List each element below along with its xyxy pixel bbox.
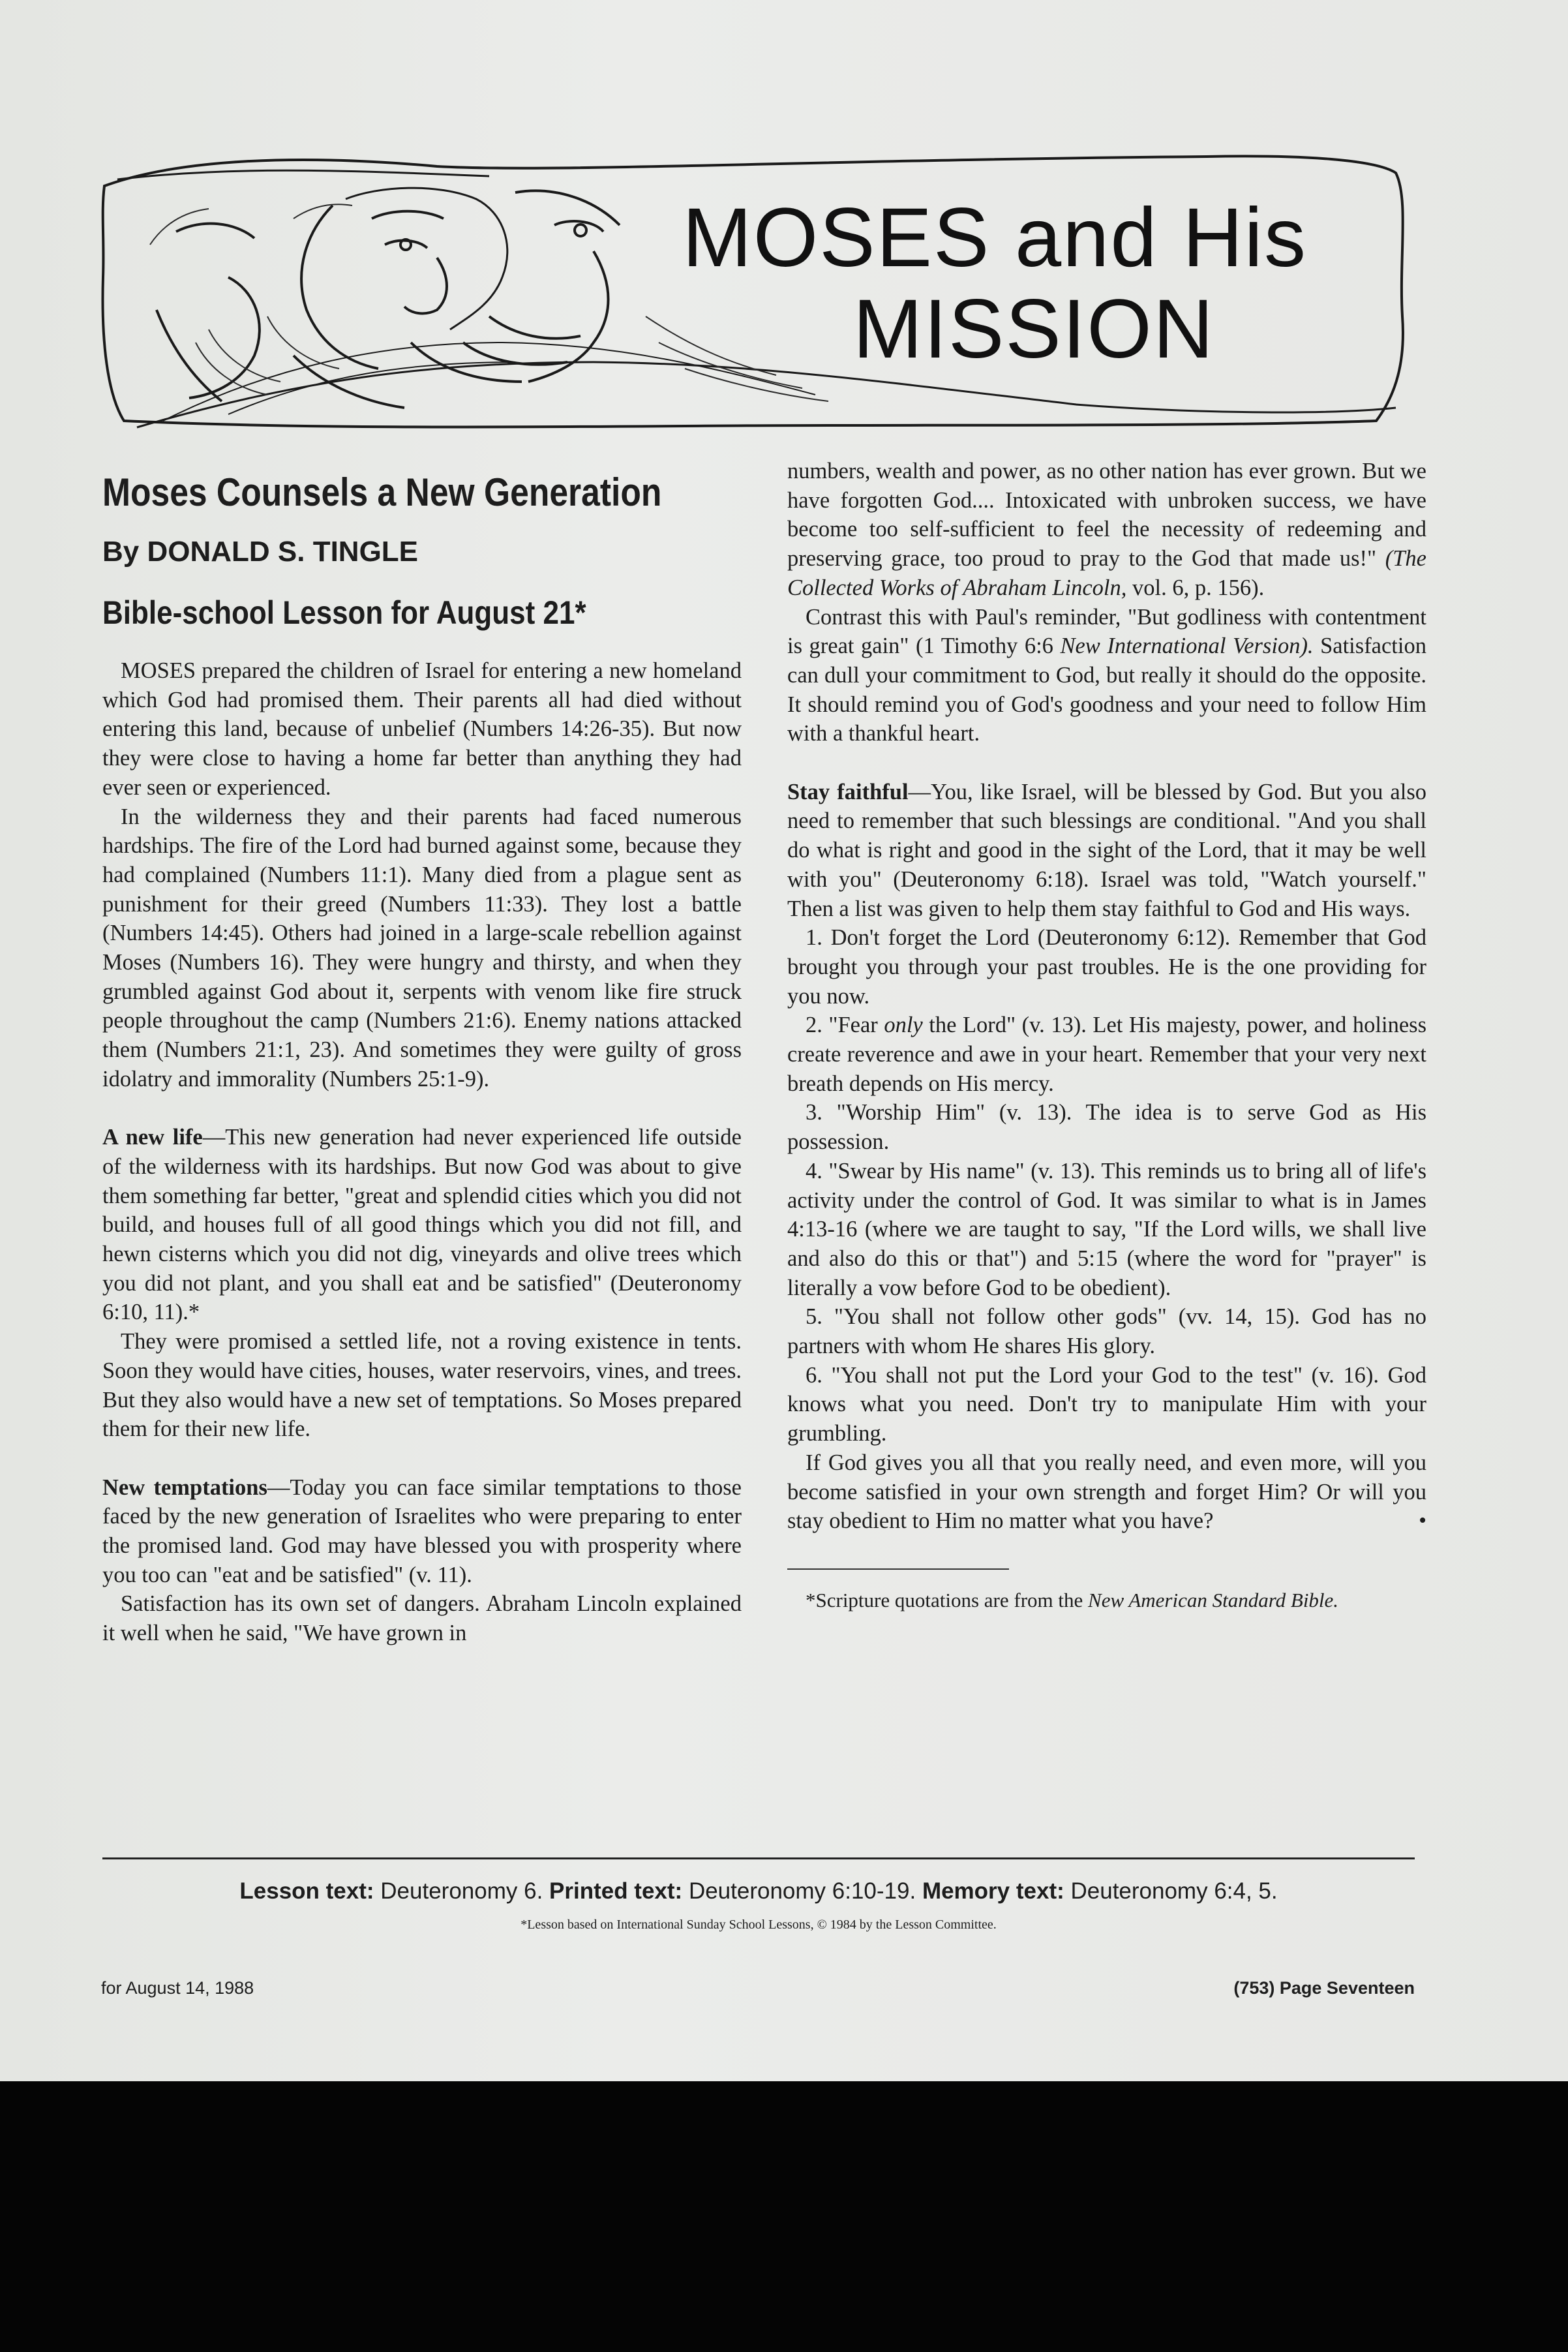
title-banner: [98, 147, 1415, 434]
paragraph: MOSES prepared the children of Israel for entering a new homeland which God had promised them. Their parents all had died without entering this land, because of unbelief (Numbers 14:26-35). But now they were close to having a home far better than anything they had ever seen or experienced.: [102, 658, 742, 800]
footer-rule: [102, 1857, 1415, 1859]
left-column: [102, 457, 742, 1648]
list-item: 3. "Worship Him" (v. 13). The idea is to serve God as His possession.: [787, 1100, 1426, 1155]
banner-title-line2: MISSION: [852, 283, 1215, 376]
paragraph: Contrast this with Paul's reminder, "But godliness with contentment is great gain" (1 Timothy 6:6 New International Version). Satisfaction can dull your commitment to God, but really it should do the opposite. It should remind you of God's goodness and your need to follow Him with a thankful heart.: [787, 604, 1426, 746]
paragraph: They were promised a settled life, not a roving existence in tents. Soon they would have cities, houses, water reservoirs, vines, and trees. But they also would have a new set of temptations. So Moses prepared them for their new life.: [102, 1329, 742, 1442]
lesson-credit: *Lesson based on International Sunday School Lessons, © 1984 by the Lesson Committee.: [520, 1917, 997, 1932]
lesson-references: Lesson text: Deuteronomy 6. Printed text: Deuteronomy 6:10-19. Memory text: Deuteronomy 6:4, 5.: [239, 1878, 1278, 1904]
paragraph-stay-faithful: Stay faithful—You, like Israel, will be blessed by God. But you also need to remember that such blessings are conditional. "And you shall do what is right and good in the sight of the Lord, that it may be well with you" (Deuteronomy 6:18). Israel was told, "Watch yourself." Then a list was given to help them stay faithful to God and His ways.: [787, 779, 1426, 921]
list-item: 1. Don't forget the Lord (Deuteronomy 6:12). Remember that God brought you through your past troubles. He is the one providing for you now.: [787, 925, 1426, 1009]
paragraph-new-temptations: New temptations—Today you can face similar temptations to those faced by the new generation of Israelites who were preparing to enter the promised land. God may have blessed you with prosperity where you too can "eat and be satisfied" (v. 11).: [102, 1474, 742, 1587]
paragraph: Satisfaction has its own set of dangers. Abraham Lincoln explained it well when he said, "We have grown in: [102, 1591, 742, 1646]
list-item: 4. "Swear by His name" (v. 13). This reminds us to bring all of life's activity under the control of God. It was similar to what is in James 4:13-16 (where we are taught to say, "If the Lord wills, we shall live and also do this or that") and 5:15 (where the word for "prayer" is literally a vow before God to be obedient).: [787, 1158, 1426, 1300]
paragraph-new-life: A new life—This new generation had never experienced life outside of the wilderness with its hardships. But now God was about to give them something far better, "great and splendid cities which you did not build, and houses full of all good things which you did not fill, and hewn cisterns which you did not dig, vineyards and olive trees which you did not plant, and you shall eat and be satisfied" (Deuteronomy 6:10, 11).*: [102, 1125, 742, 1325]
article-subheading: Bible-school Lesson for August 21*: [102, 594, 586, 631]
banner-title-line1: MOSES and His: [682, 191, 1307, 284]
footnote-rule: [787, 1568, 1009, 1570]
article-byline: By DONALD S. TINGLE: [102, 536, 419, 568]
paragraph: In the wilderness they and their parents had faced numerous hardships. The fire of the Lord had burned against some, because they had complained (Numbers 11:1). Many died from a plague sent as punishment for their greed (Numbers 11:33). They lost a battle (Numbers 14:45). Others had joined in a large-scale rebellion against Moses (Numbers 16). They were hungry and thirsty, and when they grumbled against God about it, serpents with venom like fire struck people throughout the camp (Numbers 21:6). Enemy nations attacked them (Numbers 21:1, 23). And sometimes they were guilty of gross idolatry and immorality (Numbers 25:1-9).: [102, 804, 742, 1092]
closing-paragraph: If God gives you all that you really need, and even more, will you become satisfied in your own strength and forget Him? Or will you stay obedient to Him no matter what you have? •: [787, 1448, 1426, 1536]
run-in-heading: Stay faithful: [787, 779, 909, 804]
scan-background: [0, 2081, 1568, 2352]
run-in-heading: New temptations: [102, 1474, 267, 1500]
paragraph: numbers, wealth and power, as no other nation has ever grown. But we have forgotten God.... Intoxicated with unbroken success, we have become too self-sufficient to feel the necessity of redeeming and preserving grace, too proud to pray to the God that made us!" (The Collected Works of Abraham Lincoln, vol. 6, p. 156).: [787, 459, 1426, 600]
end-bullet: •: [1419, 1508, 1426, 1533]
list-item: 5. "You shall not follow other gods" (vv. 14, 15). God has no partners with whom He shares His glory.: [787, 1304, 1426, 1359]
list-item: 6. "You shall not put the Lord your God to the test" (v. 16). God knows what you need. Don't try to manipulate Him with your grumbling.: [787, 1362, 1426, 1446]
page-number: (753) Page Seventeen: [1233, 1978, 1415, 1998]
banner-title: [594, 192, 1396, 375]
issue-date: for August 14, 1988: [101, 1978, 254, 1998]
list-item: 2. "Fear only the Lord" (v. 13). Let His majesty, power, and holiness create reverence and awe in your heart. Remember that your very next breath depends on His mercy.: [787, 1013, 1426, 1096]
footnote: *Scripture quotations are from the New American Standard Bible.: [806, 1589, 1339, 1611]
article-heading: Moses Counsels a New Generation: [102, 470, 662, 514]
run-in-heading: A new life: [102, 1125, 203, 1150]
right-column: [787, 457, 1426, 1614]
